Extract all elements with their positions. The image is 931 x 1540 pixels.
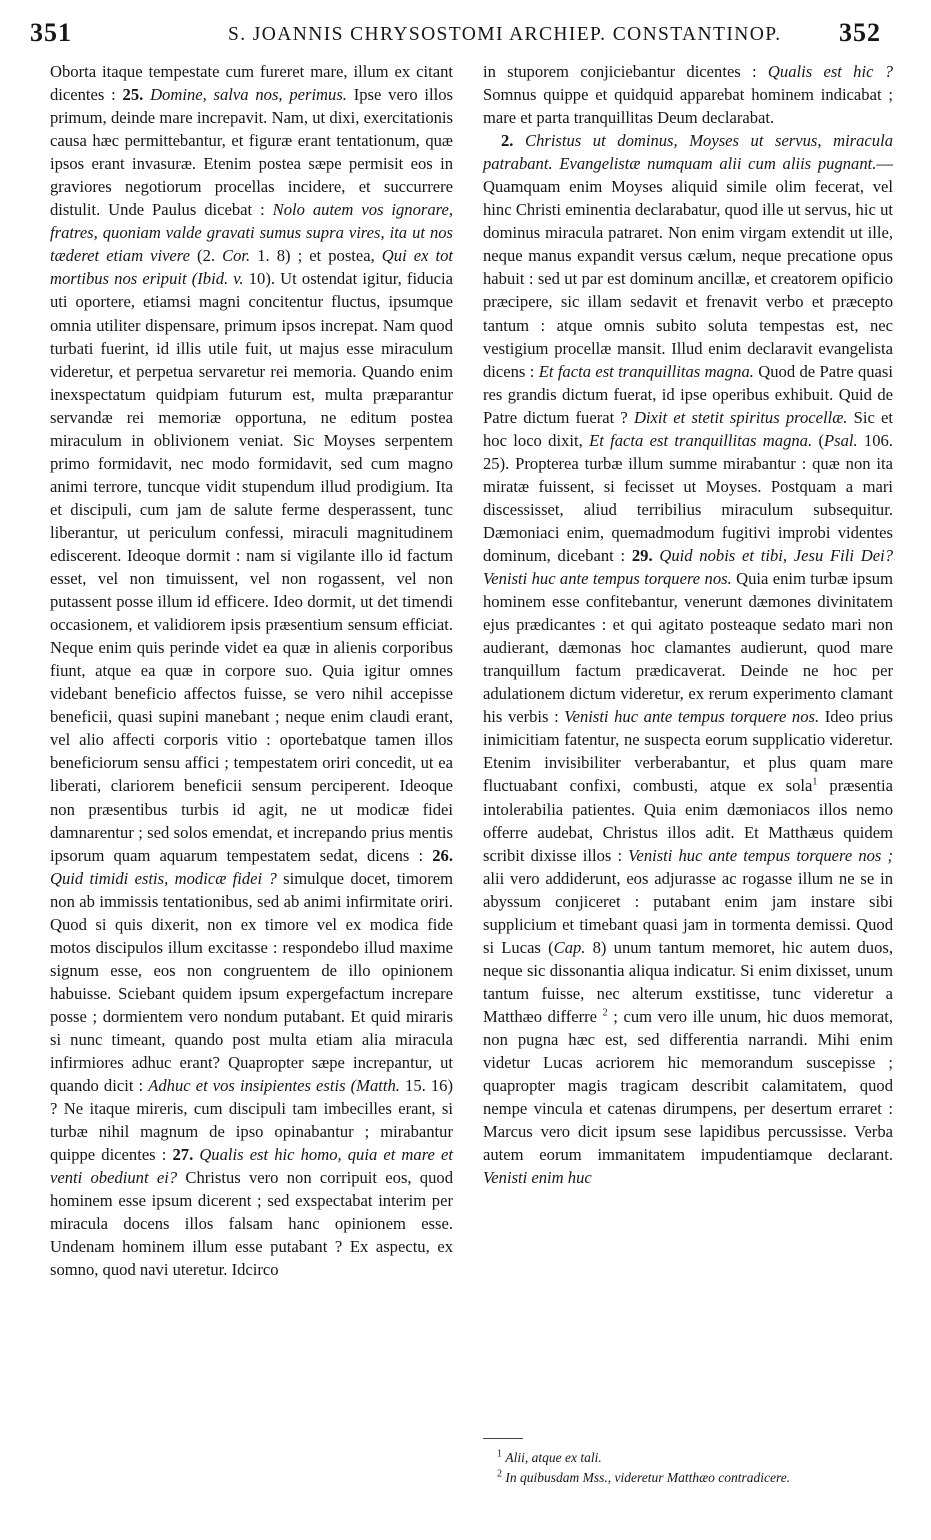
left-column-run: Nolo autem vos ignorare, fratres, quoniam valde gravati sumus supra vires, ita ut nos tæderet etiam vivere bbox=[50, 200, 453, 266]
right-column-p2-run: Venisti enim huc bbox=[483, 1168, 592, 1188]
right-column bbox=[483, 60, 893, 1189]
right-column-p2-run: Cap. bbox=[553, 937, 586, 957]
left-column-run: 10). Ut ostendat igitur, fiducia uti oportere, etiamsi magni concitentur fluctus, ipsumque omnia utiliter dispensare, primum ipsos increpat. Nam quod turbati fuerint, id illis utile fuit, ut majus esse miraculum videretur, et perpetua servaretur rei memoria. Quando enim inexspectatum quidpiam futurum est, multa præparantur servandæ rei memoriæ opportuna, ne editum postea miraculum in oblivionem veniat. Sic Moyses serpentem primo formidavit, nec modo formidavit, sed cum magno animi terrore, tuncque vidit stupendum illud prodigium. Ita et discipuli, cum jam de salute ferme desperassent, tunc liberantur, ut periculum confessi, miraculi magnitudinem ediscerent. Ideoque dormit : nam si vigilante illo id factum esset, vel non timuissent, vel non rogassent, vel non putassent posse illum id efficere. Ideo dormit, ut det timendi occasionem, et validiorem ipsis præsentium sensum efficiat. Neque enim quis perinde videt ea quæ in alienis corporibus fiunt, atque ea quæ in corpore suo. Quia igitur omnes videbant beneficio affectos fuisse, se vero nihil accepisse beneficii, quasi supini manebant ; neque enim claudi erant, vel alio affecti corporis vitio : oportebatque tamen illos beneficiorum sensu affici ; tempestatem oriri concedit, ut ea liberati, clariorem beneficii sensum perciperent. Ideoque non præsentibus turbis id agit, ne ut modicæ fidei damnarentur ; sed solos emendat, et increpando prius mentis ipsorum quam aquarum tempestatem sedat, dicens : bbox=[50, 269, 453, 865]
running-header bbox=[30, 14, 881, 54]
right-column-p2-run: Psal. bbox=[823, 430, 858, 450]
right-column-p2-run: Venisti huc ante tempus torquere nos ; bbox=[628, 845, 893, 865]
left-column-run: 1. 8) ; et postea, bbox=[250, 246, 382, 266]
right-column-p2-run: 8) unum tantum memoret, hic autem duos, neque sic dissonantia aliqua indicatur. Si enim dixisset, unum tantum fuisse, nec alterum exstitisse, tunc videretur a Matthæo differre bbox=[483, 937, 893, 1026]
footnotes bbox=[483, 1448, 893, 1488]
right-column-p1-run: in stuporem conjiciebantur dicentes : bbox=[483, 62, 768, 81]
left-column-run: simulque docet, timorem non ab immissis tentationibus, sed ab animi infirmitate oriri. Quod si quis dixerit, non ex timore vel ex modica fide motos discipulos illum excitasse : respondebo illud maxime signum esse, eos non congruentem de illo opinionem habuisse. Sciebant quidem ipsum expergefactum increpare posse ; dormientem vero nondum putabant. Et quid miraris si nunc timeant, quando post multa etiam alia miracula infirmiores adhuc erant? Quapropter sæpe increpantur, ut quando dicit : bbox=[50, 868, 453, 1096]
left-column-run: Domine, salva nos, perimus. bbox=[150, 85, 347, 105]
right-column-p2-run: 106. 25). Propterea turbæ illum summe mirabantur : quæ non ita miratæ fuissent, si fecisset ut Moyses. Postquam a mari discessisset, aliud terribilius miraculum subsequitur. Dæmoniaci enim, quemadmodum fugitivi improbi videntes dominum, dicebant : bbox=[483, 430, 894, 565]
right-column-p2-run: 29. bbox=[631, 545, 660, 565]
right-column-p2-run: Dixit et stetit spiritus procellæ. bbox=[633, 407, 848, 427]
right-column-p2-run: Sic et hoc loco dixit, bbox=[483, 407, 893, 450]
footnote-rule bbox=[483, 1438, 523, 1439]
page-number-right: 352 bbox=[839, 18, 881, 47]
left-column bbox=[50, 60, 453, 1281]
right-column-paragraph-2 bbox=[483, 129, 893, 1189]
right-column-p2-run: 2 bbox=[602, 1007, 608, 1019]
footnote-2 bbox=[497, 1468, 893, 1488]
left-column-run: (2. bbox=[190, 246, 223, 266]
right-column-p2-run: Quod de Patre quasi res grandis dictum fuerat, id ipse operibus exhibuit. Quid de Patre dictum fuerat ? bbox=[483, 361, 893, 427]
right-column-p1-run: Qualis est hic ? bbox=[767, 62, 893, 81]
left-column-run: Quid timidi estis, modicæ fidei ? bbox=[50, 868, 277, 888]
left-column-run: 27. bbox=[172, 1145, 200, 1165]
left-column-run: Adhuc et vos insipientes estis (Matth. bbox=[148, 1076, 400, 1096]
left-column-run: Oborta itaque tempestate cum fureret mare, illum ex citant dicentes : bbox=[50, 62, 453, 105]
right-column-p2-run: præsentia intolerabilia patientes. Quia enim dæmoniacos illos nemo offerre audebat, Christus illos adit. Et Matthæus quidem scribit dixisse illos : bbox=[483, 776, 893, 865]
right-column-p2-run: Quid nobis et tibi, Jesu Fili Dei? Venisti huc ante tempus torquere nos. bbox=[483, 545, 894, 589]
left-column-run: 25. bbox=[122, 85, 151, 105]
footnote-1-text: Alii, atque ex tali. bbox=[505, 1450, 602, 1465]
right-column-p2-run: Quia enim turbæ ipsum hominem esse confitebantur, venerunt dæmones divinitatem ejus prædicantes : et qui agitato posteaque sedato mari non audierant, dæmonas hoc clamantes audierunt, quod mare tranquillum factum prædicaverat. Deinde ne hoc per adulationem dictum videretur, ex rerum experimento clamant his verbis : bbox=[483, 569, 893, 727]
left-column-run: Cor. bbox=[222, 246, 251, 266]
right-column-p2-run: ; cum vero ille unum, hic duos memorat, non pugna hæc est, sed differentia narrandi. Mihi enim videtur Lucas acriorem hic memorandum suscepisse ; quapropter magis tragicam describit calamitatem, quod nempe vincula et catenas dirumpens, per desertum erraret : Marcus vero dicit ipsum sese lapidibus percussisse. Verba autem eorum immanitatem impudentiamque declarant. bbox=[483, 1006, 893, 1165]
right-column-p2-run: Christus ut dominus, Moyses ut servus, miracula patrabant. Evangelistæ numquam alii cum aliis pugnant. bbox=[483, 131, 894, 174]
left-column-run: Ipse vero illos primum, deinde mare increpavit. Nam, ut dixi, exercitationis causa hæc permittebantur, et figuræ erant tentationum, quæ ipsos erant invasuræ. Etenim postea sæpe permisit eos in graviores negotiorum procellas incidere, et succurrere distulit. Unde Paulus dicebat : bbox=[50, 85, 454, 220]
right-column-p2-run: Et facta est tranquillitas magna. bbox=[538, 361, 754, 381]
right-column-paragraph-1 bbox=[483, 60, 893, 129]
right-column-p2-run: Ideo prius inimicitiam fatentur, ne suspecta eorum supplicatio videretur. Etenim invisibiliter verberabantur, et plus quam mare fluctuabant confixi, combusti, atque ex sola bbox=[483, 707, 893, 796]
footnote-1 bbox=[497, 1448, 893, 1468]
left-column-run: 15. 16) ? Ne itaque mireris, cum discipuli tam imbecilles erant, si turbæ nihil magnum de ipso opinabantur ; mirabantur quippe dicentes : bbox=[50, 1076, 453, 1165]
right-column-p2-run: — Quamquam enim Moyses aliquid simile olim fecerat, vel hinc Christi eminentia declarabatur, quod ille ut servus, hic ut dominus miracula patraret. Non enim virgam extendit ut ille, neque manus expandit versus cælum, neque precatione opus habuit : sed ut par est dominum ancillæ, et creatorem opificio præcipere, sic illam sedavit et frenavit verbo et præcepto tantum : atque omnis subito soluta tempestas est, nec vestigium procellæ mansit. Illud enim declaravit evangelista dicens : bbox=[483, 154, 893, 381]
footnote-2-mark: 2 bbox=[497, 1468, 502, 1480]
left-column-text bbox=[50, 60, 453, 1281]
left-column-run: Qui ex tot mortibus nos eripuit (Ibid. v. bbox=[50, 246, 454, 289]
right-column-p2-run: 2. bbox=[501, 131, 525, 151]
right-column-p2-run: 1 bbox=[812, 776, 818, 788]
left-column-run: 26. bbox=[432, 845, 453, 865]
left-column-run: Qualis est hic homo, quia et mare et venti obediunt ei? bbox=[50, 1145, 454, 1188]
right-column-p2-run: Et facta est tranquillitas magna. bbox=[589, 430, 813, 450]
footnote-1-mark: 1 bbox=[497, 1448, 502, 1460]
right-column-p1-run: Somnus quippe et quidquid apparebat hominem indicabat ; mare et parta tranquillitas Deum declarabat. bbox=[483, 85, 893, 128]
footnote-2-text: In quibusdam Mss., videretur Matthæo contradicere. bbox=[505, 1470, 791, 1485]
page-number-left: 351 bbox=[30, 18, 72, 47]
left-column-run: Christus vero non corripuit eos, quod hominem esse ipsum dicerent ; sed exspectabat interim per miracula docens illos falsam hanc opinionem esse. Undenam hominem illum esse putabant ? Ex aspectu, ex somno, quod navi uteretur. Idcirco bbox=[50, 1168, 453, 1280]
running-title: S. JOANNIS CHRYSOSTOMI ARCHIEP. CONSTANTINOP. bbox=[228, 24, 782, 45]
right-column-p2-run: ( bbox=[812, 430, 824, 450]
right-column-p2-run: alii vero addiderunt, eos adjurasse ac rogasse illum ne se in abyssum conjiceret : putabant enim jam instare sibi supplicium et timebant quasi jam in tormenta demissi. Quod si Lucas ( bbox=[483, 868, 893, 957]
right-column-p2-run: Venisti huc ante tempus torquere nos. bbox=[564, 707, 820, 727]
